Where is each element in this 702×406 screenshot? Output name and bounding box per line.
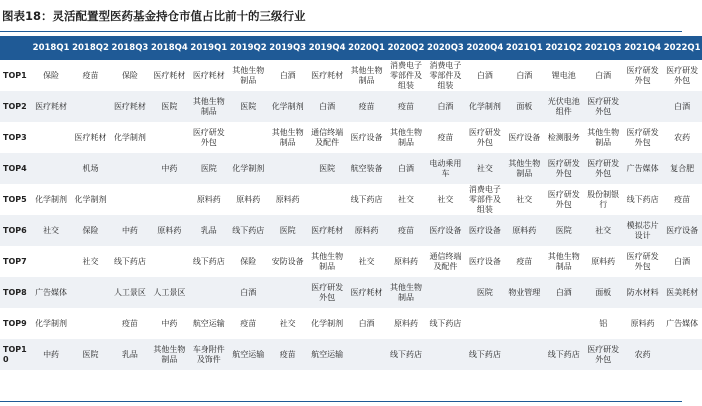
rank-label: TOP5	[3, 194, 27, 204]
industry-cell: 医院	[268, 215, 307, 246]
industry-cell: 股份制银行	[587, 189, 620, 209]
industry-cell: 广告媒体	[31, 277, 70, 308]
industry-cell: 其他生物制品	[587, 127, 620, 147]
industry-cell: 消费电子零部件及组装	[390, 60, 422, 90]
industry-cell	[189, 277, 228, 308]
industry-cell: 医疗耗材	[31, 91, 70, 122]
industry-cell: 线下药店	[429, 318, 462, 328]
industry-cell: 疫苗	[386, 91, 425, 122]
industry-cell: 其他生物制品	[311, 251, 344, 271]
industry-cell: 线下药店	[113, 256, 146, 266]
industry-cell: 人工景区	[110, 277, 149, 308]
industry-cell: 社交	[31, 215, 70, 246]
column-header: 2019Q1	[189, 36, 228, 60]
industry-cell: 社交	[516, 194, 533, 204]
industry-cell: 其他生物制品	[189, 91, 228, 122]
industry-cell: 疫苗	[82, 70, 99, 80]
industry-cell: 安防设备	[271, 256, 304, 266]
column-header: 2021Q1	[505, 36, 544, 60]
industry-cell	[426, 277, 465, 308]
industry-cell: 疫苗	[674, 194, 691, 204]
rank-label: TOP2	[0, 91, 31, 122]
industry-cell: 白酒	[426, 91, 465, 122]
industry-cell: 乳品	[110, 339, 149, 370]
industry-cell: 疫苗	[240, 318, 257, 328]
industry-cell: 医疗耗材	[347, 277, 386, 308]
header-corner-cell	[0, 36, 31, 60]
industry-cell: 原料药	[591, 256, 616, 266]
industry-cell: 医疗研发外包	[307, 277, 346, 308]
industry-cell: 白酒	[229, 277, 268, 308]
industry-cell: 白酒	[279, 70, 296, 80]
industry-cell: 通信终端及配件	[429, 251, 462, 271]
table-row	[0, 308, 702, 339]
industry-cell: 人工景区	[150, 277, 189, 308]
industry-cell: 原料药	[150, 215, 189, 246]
industry-cell: 医疗耗材	[311, 70, 344, 80]
industry-cell: 医院	[229, 91, 268, 122]
industry-cell: 化学制剂	[465, 91, 504, 122]
bottom-rule	[0, 401, 682, 402]
industry-cell: 医院	[71, 339, 110, 370]
industry-cell	[229, 122, 268, 153]
industry-cell: 社交	[82, 256, 99, 266]
industry-cell: 医院	[150, 91, 189, 122]
industry-cell: 保险	[43, 70, 60, 80]
table-row	[0, 91, 702, 122]
industry-cell: 航空运输	[307, 339, 346, 370]
industry-cell: 医疗研发外包	[583, 339, 622, 370]
industry-cell: 原料药	[236, 194, 261, 204]
industry-cell	[307, 184, 346, 215]
industry-cell	[465, 308, 504, 339]
industry-cell: 白酒	[662, 91, 702, 122]
column-header: 2018Q4	[150, 36, 189, 60]
industry-cell	[505, 308, 544, 339]
industry-cell: 医美耗材	[662, 277, 702, 308]
figure-title: 图表18：灵活配置型医药基金持仓市值占比前十的三级行业	[2, 9, 306, 23]
rank-label: TOP10	[0, 339, 31, 370]
industry-cell	[347, 339, 386, 370]
industry-cell: 中药	[110, 215, 149, 246]
industry-cell: 医院	[465, 277, 504, 308]
column-header: 2021Q3	[583, 36, 622, 60]
industry-cell: 白酒	[595, 70, 612, 80]
industry-cell	[110, 153, 149, 184]
column-header: 2021Q4	[623, 36, 662, 60]
industry-cell: 线下药店	[544, 339, 583, 370]
industry-cell	[426, 339, 465, 370]
industry-cell: 社交	[279, 318, 296, 328]
table-row	[0, 122, 702, 153]
table-row	[0, 246, 702, 277]
industry-cell	[544, 308, 583, 339]
industry-cell: 原料药	[196, 194, 221, 204]
industry-cell: 社交	[465, 153, 504, 184]
industry-cell: 疫苗	[386, 215, 425, 246]
industry-cell: 其他生物制品	[386, 277, 425, 308]
industry-cell: 锂电池	[551, 70, 576, 80]
industry-cell	[505, 339, 544, 370]
industry-cell	[31, 246, 70, 277]
industry-cell: 原料药	[275, 194, 300, 204]
industry-cell: 消费电子零部件及组装	[468, 184, 501, 214]
industry-cell: 线下药店	[626, 194, 659, 204]
industry-cell: 铝	[599, 318, 608, 328]
table-row	[0, 153, 702, 184]
title-rule	[0, 31, 682, 32]
industry-cell: 检测服务	[547, 132, 580, 142]
industry-cell	[110, 184, 149, 215]
industry-cell: 原料药	[630, 318, 655, 328]
table-row	[0, 60, 702, 91]
industry-cell: 农药	[674, 132, 691, 142]
industry-cell	[71, 308, 110, 339]
industry-cell: 疫苗	[121, 318, 138, 328]
industry-cell: 广告媒体	[623, 153, 662, 184]
industry-cell: 面板	[505, 91, 544, 122]
industry-cell: 农药	[623, 339, 662, 370]
industry-cell: 医疗研发外包	[626, 251, 659, 271]
column-header: 2018Q2	[71, 36, 110, 60]
industry-cell: 中药	[31, 339, 70, 370]
industry-cell: 化学制剂	[113, 132, 146, 142]
industry-cell: 面板	[583, 277, 622, 308]
industry-cell: 白酒	[307, 91, 346, 122]
industry-cell: 化学制剂	[74, 194, 107, 204]
rank-label: TOP9	[3, 318, 27, 328]
industry-cell: 线下药店	[350, 194, 383, 204]
column-header: 2020Q2	[386, 36, 425, 60]
industry-cell: 化学制剂	[35, 194, 68, 204]
industry-cell: 光伏电池组件	[544, 91, 583, 122]
industry-cell: 白酒	[674, 256, 691, 266]
industry-cell	[623, 91, 662, 122]
industry-cell: 线下药店	[465, 339, 504, 370]
industry-cell: 车身附件及饰件	[189, 339, 228, 370]
table-row	[0, 184, 702, 215]
industry-cell: 医疗研发外包	[583, 91, 622, 122]
industry-cell: 机场	[71, 153, 110, 184]
industry-cell	[150, 246, 189, 277]
industry-cell: 其他生物制品	[390, 127, 422, 147]
industry-cell: 通信终端及配件	[311, 127, 344, 147]
industry-cell: 白酒	[386, 153, 425, 184]
industry-cell: 防水材料	[623, 277, 662, 308]
header-row	[0, 36, 702, 60]
industry-cell: 原料药	[347, 215, 386, 246]
column-header: 2020Q1	[347, 36, 386, 60]
industry-cell: 线下药店	[386, 339, 425, 370]
table-row	[0, 215, 702, 246]
industry-cell: 医疗设备	[465, 215, 504, 246]
industry-cell: 其他生物制品	[350, 65, 383, 85]
industry-cell	[31, 122, 70, 153]
industry-cell: 医疗研发外包	[666, 65, 699, 85]
rank-label: TOP6	[0, 215, 31, 246]
industry-cell: 化学制剂	[268, 91, 307, 122]
industry-cell: 其他生物制品	[150, 339, 189, 370]
industry-cell	[268, 277, 307, 308]
industry-cell: 其他生物制品	[505, 153, 544, 184]
industry-cell	[150, 184, 189, 215]
industry-cell: 医疗研发外包	[583, 153, 622, 184]
rank-label: TOP3	[3, 132, 27, 142]
industry-cell: 医疗耗材	[74, 132, 107, 142]
industry-cell	[71, 277, 110, 308]
industry-cell	[71, 91, 110, 122]
column-header: 2020Q3	[426, 36, 465, 60]
table-body	[0, 60, 702, 370]
industry-cell: 电动乘用车	[426, 153, 465, 184]
column-header: 2018Q3	[110, 36, 149, 60]
industry-cell: 白酒	[476, 70, 493, 80]
industry-cell: 复合肥	[662, 153, 702, 184]
industry-cell	[150, 122, 189, 153]
rank-label: TOP7	[3, 256, 27, 266]
industry-cell: 化学制剂	[35, 318, 68, 328]
industry-cell: 医疗设备	[426, 215, 465, 246]
table-row	[0, 277, 702, 308]
industry-cell: 医疗设备	[350, 132, 383, 142]
industry-cell: 医疗耗材	[192, 70, 225, 80]
industry-cell: 保险	[240, 256, 257, 266]
industry-cell: 原料药	[394, 318, 418, 328]
rank-label: TOP8	[0, 277, 31, 308]
column-header: 2022Q1	[662, 36, 702, 60]
industry-cell: 乳品	[189, 215, 228, 246]
industry-cell: 社交	[398, 194, 414, 204]
industry-cell: 化学制剂	[311, 318, 344, 328]
industry-cell: 医院	[307, 153, 346, 184]
column-header: 2019Q4	[307, 36, 346, 60]
industry-cell: 其他生物制品	[547, 251, 580, 271]
table-row	[0, 339, 702, 370]
industry-cell: 医疗设备	[508, 132, 541, 142]
column-header: 2019Q3	[268, 36, 307, 60]
industry-cell: 医疗耗材	[307, 215, 346, 246]
industry-cell: 医疗耗材	[110, 91, 149, 122]
industry-cell: 白酒	[544, 277, 583, 308]
industry-cell: 医疗研发外包	[547, 189, 580, 209]
industry-cell: 医疗研发外包	[192, 127, 225, 147]
industry-cell: 模拟芯片设计	[623, 215, 662, 246]
industry-cell: 医疗设备	[468, 256, 501, 266]
industry-cell: 医院	[544, 215, 583, 246]
industry-cell: 社交	[437, 194, 454, 204]
industry-cell: 其他生物制品	[232, 65, 265, 85]
industry-cell: 疫苗	[268, 339, 307, 370]
industry-cell: 线下药店	[229, 215, 268, 246]
industry-cell: 医疗研发外包	[626, 65, 659, 85]
industry-table	[0, 36, 702, 370]
industry-cell	[31, 153, 70, 184]
industry-cell: 航空装备	[347, 153, 386, 184]
industry-cell: 白酒	[358, 318, 375, 328]
industry-cell: 医院	[189, 153, 228, 184]
industry-cell: 化学制剂	[229, 153, 268, 184]
column-header: 2018Q1	[31, 36, 70, 60]
industry-cell: 医疗耗材	[153, 70, 186, 80]
rank-label: TOP1	[3, 70, 27, 80]
industry-cell: 医疗研发外包	[544, 153, 583, 184]
industry-cell: 原料药	[394, 256, 418, 266]
industry-cell: 疫苗	[437, 132, 454, 142]
industry-cell: 线下药店	[192, 256, 225, 266]
industry-cell: 广告媒体	[666, 318, 699, 328]
industry-cell: 社交	[358, 256, 375, 266]
industry-table-wrapper	[0, 36, 701, 400]
industry-cell: 航空运输	[229, 339, 268, 370]
industry-cell: 社交	[583, 215, 622, 246]
industry-cell: 医疗研发外包	[468, 127, 501, 147]
industry-cell: 消费电子零部件及组装	[429, 60, 462, 90]
industry-cell: 疫苗	[516, 256, 533, 266]
industry-cell: 中药	[150, 153, 189, 184]
column-header: 2019Q2	[229, 36, 268, 60]
industry-cell: 原料药	[505, 215, 544, 246]
industry-cell: 保险	[121, 70, 138, 80]
column-header: 2020Q4	[465, 36, 504, 60]
industry-cell: 医疗设备	[662, 215, 702, 246]
industry-cell	[662, 339, 702, 370]
rank-label: TOP4	[0, 153, 31, 184]
industry-cell: 保险	[71, 215, 110, 246]
industry-cell: 疫苗	[347, 91, 386, 122]
industry-cell: 物业管理	[505, 277, 544, 308]
industry-cell	[268, 153, 307, 184]
industry-cell: 其他生物制品	[271, 127, 304, 147]
column-header: 2021Q2	[544, 36, 583, 60]
industry-cell: 中药	[161, 318, 178, 328]
industry-cell: 白酒	[516, 70, 533, 80]
industry-cell: 医疗研发外包	[626, 127, 659, 147]
industry-cell: 航空运输	[192, 318, 225, 328]
